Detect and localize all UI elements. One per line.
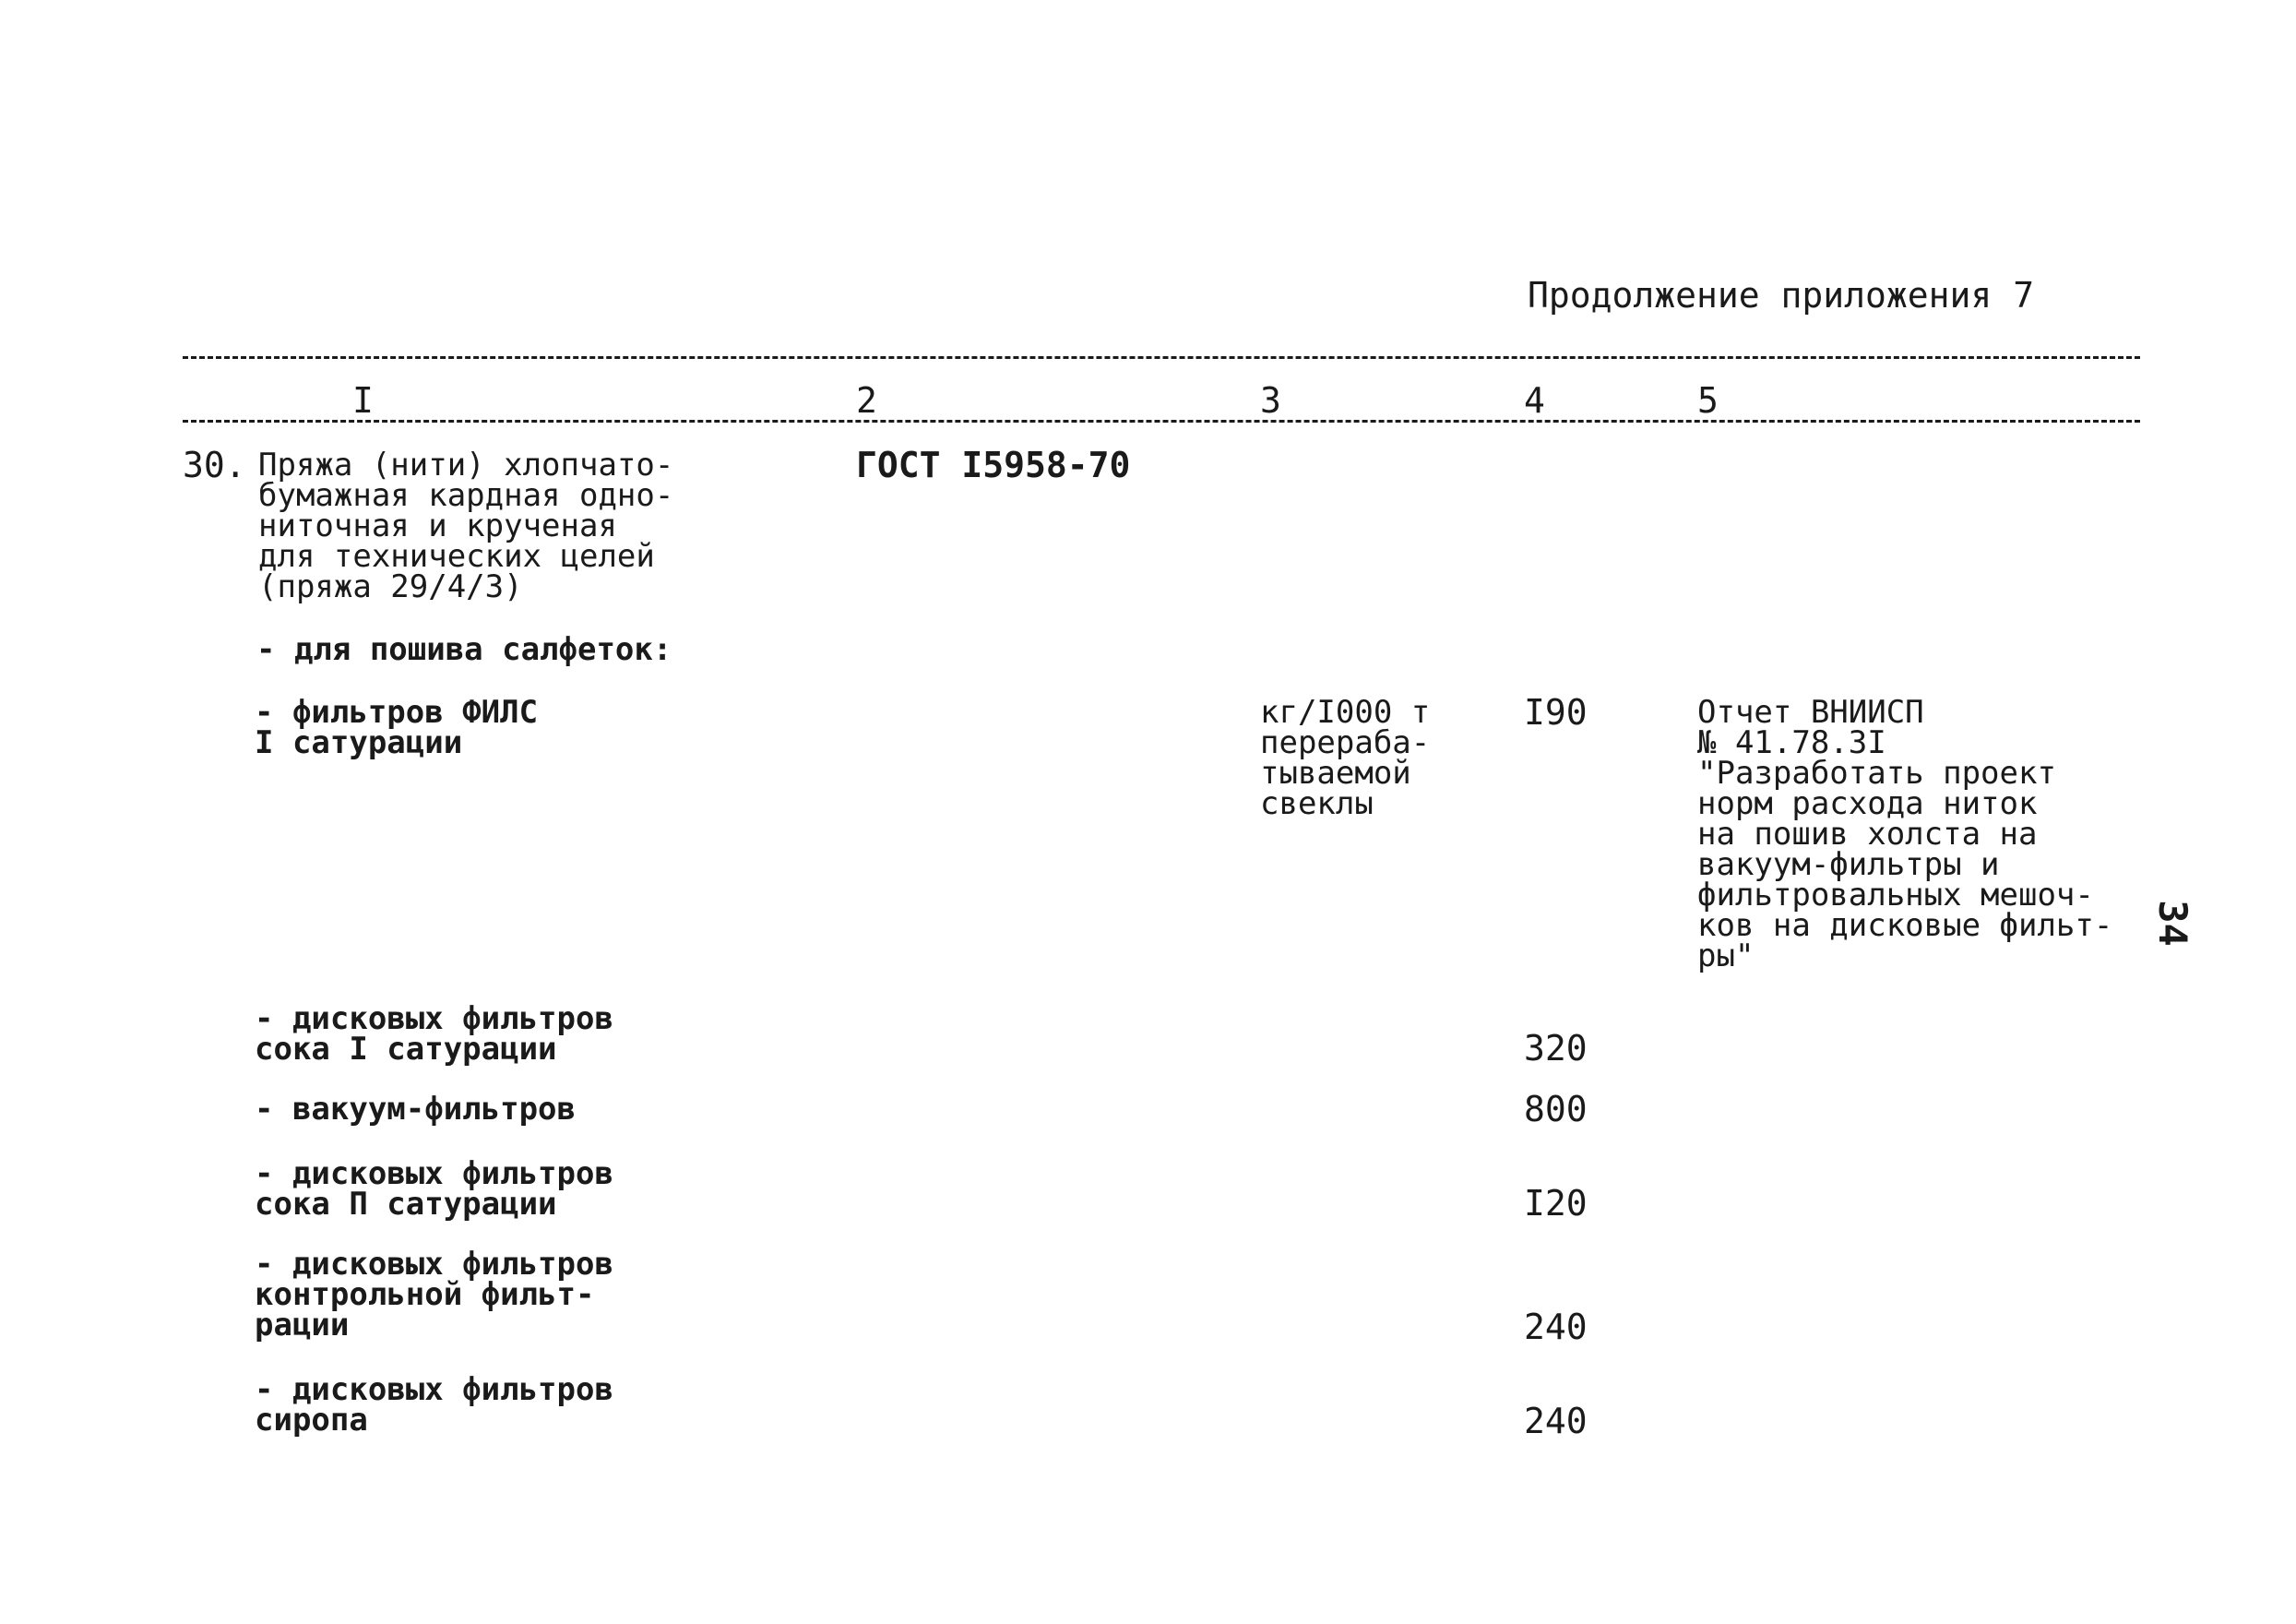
table-header-rule [183,420,2140,423]
row-value: 320 [1524,1028,1588,1069]
row-label: - фильтров ФИЛС I сатурации [255,694,539,761]
row-source: Отчет ВНИИСП № 41.78.3I "Разработать проект норм расхода ниток на пошив холста на вакуум-фильтры и фильтровальных мешоч- ков на дисковые фильт- ры" [1697,694,2113,974]
row-unit: кг/I000 т перераба- тываемой свеклы [1260,694,1431,822]
item-subheading: - для пошива салфеток: [256,631,672,668]
continuation-header: Продолжение приложения 7 [1528,275,2035,316]
column-header-5: 5 [1697,380,1719,421]
row-value: I90 [1524,692,1588,733]
row-label: - дисковых фильтров сока I сатурации [255,1000,613,1068]
item-standard: ГОСТ I5958-70 [856,445,1131,485]
page-number: 34 [2149,900,2195,947]
item-number: 30. [183,445,246,485]
column-header-2: 2 [856,380,877,421]
row-label: - вакуум-фильтров [255,1091,576,1128]
row-value: 240 [1524,1401,1588,1441]
column-header-3: 3 [1260,380,1281,421]
row-label: - дисковых фильтров контрольной фильт- рации [255,1246,613,1343]
row-value: 240 [1524,1307,1588,1347]
row-value: I20 [1524,1183,1588,1224]
row-value: 800 [1524,1089,1588,1129]
item-name: Пряжа (нити) хлопчато- бумажная кардная одно- ниточная и крученая для технических целей (пряжа 29/4/3) [258,447,674,605]
row-label: - дисковых фильтров сока П сатурации [255,1155,613,1223]
column-header-1: I [352,380,374,421]
row-label: - дисковых фильтров сиропа [255,1371,613,1439]
table-top-rule [183,356,2140,359]
column-header-4: 4 [1524,380,1545,421]
